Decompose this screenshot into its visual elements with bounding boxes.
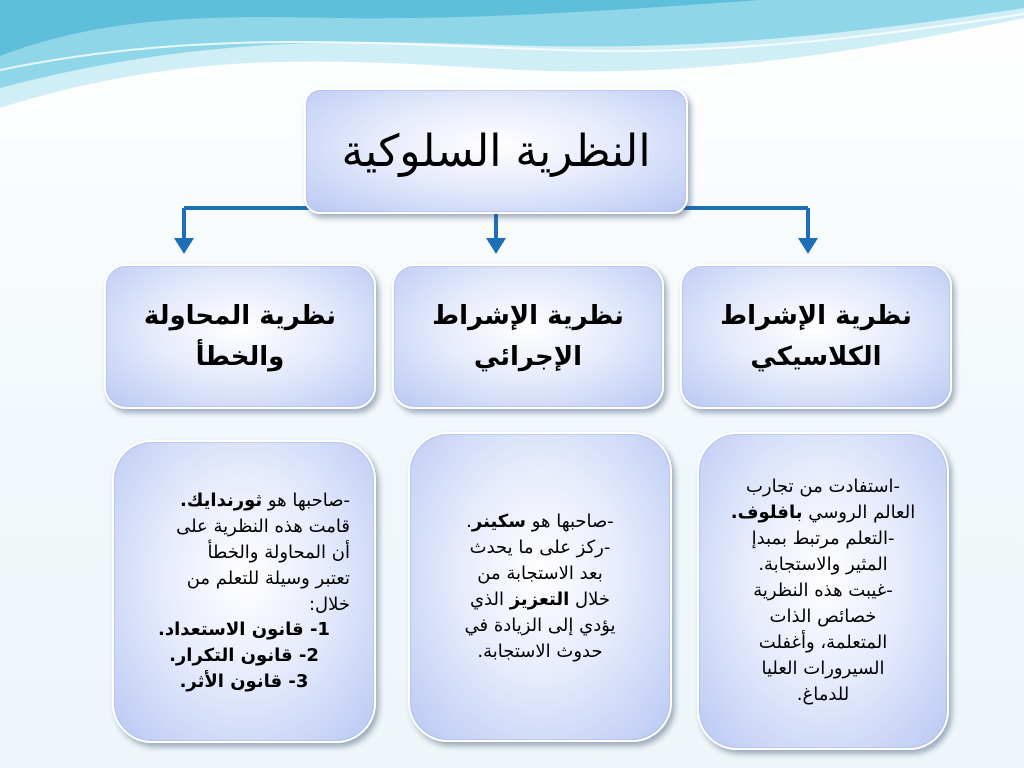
detail-text: -صاحبها هو xyxy=(262,489,350,511)
detail-line: المتعلمة، وأغفلت xyxy=(758,631,888,653)
detail-line: بعد الاستجابة من xyxy=(477,563,603,585)
detail-line: تعتبر وسيلة للتعلم من xyxy=(186,567,350,589)
theory-box-classical-conditioning xyxy=(680,264,952,409)
theory-box-trial-and-error xyxy=(104,264,376,409)
theory-title-operant-conditioning: نظرية الإشراط الإجرائي xyxy=(432,301,624,372)
detail-line: يؤدي إلى الزيادة في xyxy=(464,614,616,636)
theory-title-trial-and-error: نظرية المحاولة والخطأ xyxy=(143,301,337,372)
detail-text: الذي xyxy=(469,589,510,610)
scientist-name-thorndike: ثورندايك xyxy=(186,489,263,511)
detail-line xyxy=(432,509,648,535)
detail-text: خلال xyxy=(569,589,610,610)
detail-line: خصائص الذات xyxy=(769,605,877,627)
detail-line: للدماغ. xyxy=(796,683,850,705)
detail-line: المثير والاستجابة. xyxy=(758,554,888,576)
detail-punctuation: . xyxy=(180,489,187,511)
details-box-operant-conditioning xyxy=(408,432,672,742)
scientist-name-skinner: سكينر xyxy=(471,511,526,533)
detail-line: قامت هذه النظرية على xyxy=(176,515,350,537)
detail-line: -استفادت من تجارب xyxy=(745,476,901,498)
detail-line: -ركز على ما يحدث xyxy=(469,537,611,559)
arrowhead-right xyxy=(798,238,818,254)
scientist-name-pavlov: بافلوف xyxy=(737,502,803,524)
detail-line xyxy=(717,500,929,526)
details-box-classical-conditioning xyxy=(697,432,949,750)
root-node-title: النظرية السلوكية xyxy=(341,125,651,177)
detail-line: حدوث الاستجابة. xyxy=(477,640,603,662)
details-box-trial-and-error xyxy=(112,440,376,743)
law-repetition: 2- قانون التكرار. xyxy=(169,645,319,667)
law-effect: 3- قانون الأثر. xyxy=(179,671,309,693)
keyword-reinforcement: التعزيز xyxy=(509,589,570,610)
detail-line: السيرورات العليا xyxy=(761,657,885,679)
detail-text: -صاحبها هو xyxy=(525,511,614,533)
theory-title-classical-conditioning: نظرية الإشراط الكلاسيكي xyxy=(720,301,912,372)
detail-punctuation: . xyxy=(466,511,472,533)
arrowhead-center xyxy=(486,238,506,254)
arrowhead-left xyxy=(174,238,194,254)
detail-punctuation: . xyxy=(730,502,738,524)
root-node-box xyxy=(304,88,688,214)
detail-line xyxy=(432,587,648,613)
detail-text: العالم الروسي xyxy=(802,502,916,524)
detail-line: -غيبت هذه النظرية xyxy=(753,580,893,602)
theory-box-operant-conditioning xyxy=(392,264,664,409)
detail-line xyxy=(138,488,350,514)
law-readiness: 1- قانون الاستعداد. xyxy=(158,619,330,641)
detail-line: أن المحاولة والخطأ xyxy=(207,541,350,563)
detail-line: -التعلم مرتبط بمبدإ xyxy=(751,528,895,550)
detail-line: خلال: xyxy=(308,593,350,615)
